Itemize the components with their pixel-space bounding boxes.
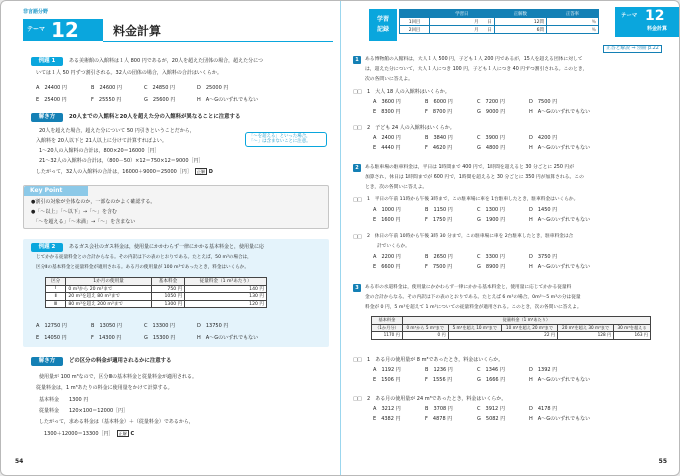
q1-sub1-checkbox[interactable]: □□ (353, 89, 362, 95)
sol1-line4: 21～32人の入館料の合計は，（800－50）×12＝750×12＝9000［円］ (39, 158, 204, 164)
record-rate-input[interactable]: ％ (546, 26, 598, 34)
page-number-left: 54 (15, 458, 24, 465)
sub-label: 2 (367, 396, 371, 402)
ex2-line1: あるガス会社のガス料金は，使用量にかかわらず一律にかかる基本料金と，使用量に応 (69, 244, 265, 250)
ex1-opt-B: B 24600 円 (91, 85, 122, 91)
solution2-chip: 解き方 (31, 357, 63, 366)
theme-title-right: 料金計算 (647, 26, 668, 32)
record-head (400, 10, 599, 18)
opt: G 9000 円 (477, 109, 506, 115)
sub-label: 1 (367, 197, 370, 202)
cell: Ⅲ (46, 300, 66, 308)
ex1-opt-C: C 24850 円 (144, 85, 176, 91)
table-row (46, 285, 267, 293)
opt: H A～Gのいずれでもない (529, 377, 591, 383)
ex1-opt-F: F 25550 円 (91, 97, 122, 103)
example2-chip: 例題 2 (31, 243, 63, 252)
answer-letter: D (208, 169, 213, 175)
opt: F 8700 円 (425, 109, 453, 115)
q3-sub2-text: 2 ある月の使用量が 24 m³であったとき，料金はいくらか。 (367, 396, 507, 402)
th-division: 区分 (46, 278, 66, 286)
sub-label: 1 (367, 89, 371, 95)
q2-line3: とき，次の各問いに答えよ。 (365, 185, 428, 190)
ex1-opt-E: E 25400 円 (36, 97, 67, 103)
ex1-line2: いては１人 50 円ずつ割引される。32人の団体の場合，入館料の合計はいくらか。 (36, 70, 222, 76)
record-date-input[interactable]: 月 日 (430, 18, 495, 26)
theme-number: 12 (51, 18, 79, 42)
opt: D 7500 円 (529, 99, 558, 105)
opt: E 1600 円 (373, 217, 401, 223)
sol1-line1: 20人を超えた場合，超えた分について 50 円引きということだから， (39, 128, 195, 134)
cell: 2回目 (400, 26, 430, 34)
sol1-line3: 1～20人の入館料の合計は，800×20＝16000［円］ (39, 148, 160, 154)
opt: F 4620 円 (425, 145, 453, 151)
record-date-input[interactable]: 月 日 (430, 26, 495, 34)
sub-label: 2 (367, 125, 371, 131)
ex2-line2: じてかかる従量料金との合計からなる。その内訳は下の表のとおりである。たとえば，50 m³の場合は， (36, 255, 252, 260)
keypoint-line1: ●割引の対象が全体なのか，一部なのかよく確認する。 (31, 199, 156, 205)
opt: D 4200 円 (529, 135, 558, 141)
sol2-heading: どの区分の料金が適用されるかに注意する (69, 358, 172, 364)
cell: 20 m³を超え 30 m³まで (558, 324, 614, 332)
opt: A 3212 円 (373, 406, 401, 412)
q1-sub1-text: 1 大人 18 人の入館料はいくらか。 (367, 89, 450, 95)
record-label (369, 9, 397, 41)
answer-ref: 正答と解説 ⇒ 別冊 p.22 (603, 45, 662, 53)
cell: 0 m³から 20 m³まで (66, 285, 151, 293)
cell: 120 円 (185, 300, 267, 308)
opt: F 1556 円 (425, 377, 453, 383)
opt: B 1236 円 (425, 367, 453, 373)
sub-label: 2 (367, 234, 370, 239)
example1-chip: 例題 1 (31, 57, 63, 66)
q2-number: 2 (353, 164, 361, 172)
ex2-opt-C: C 13300 円 (144, 323, 176, 329)
ex2-opt-A: A 12750 円 (36, 323, 67, 329)
ex2-line3: 区分Ⅱの基本料金と従量料金が適用される。ある月の使用量が 100 m³であったとき，料金はいくらか。 (36, 265, 249, 270)
callout-line1: 「～を超える」といった場合， (249, 134, 311, 139)
record-row (400, 18, 599, 26)
rec-th: 正答率 (546, 10, 598, 18)
opt: C 3900 円 (477, 135, 505, 141)
record-score-input[interactable]: 6問 (494, 26, 546, 34)
cell: 0 円 (402, 332, 448, 340)
theme-number-right: 12 (645, 8, 665, 24)
record-table (399, 9, 599, 34)
opt: B 3708 円 (425, 406, 453, 412)
opt: F 7500 円 (425, 264, 453, 270)
opt: E 4440 円 (373, 145, 401, 151)
cell: 750 円 (151, 285, 185, 293)
q2-line2: 加算され，休日は 1時間までが 600 円で，1時間を超えると 30 分ごとに 350 円が加算される。この (365, 175, 584, 180)
sub-label: 1 (367, 357, 371, 363)
cell: 22 円 (448, 332, 557, 340)
record-label-2: 記録 (376, 26, 389, 33)
opt: C 7200 円 (477, 99, 505, 105)
ex2-opt-G: G 15300 円 (144, 335, 176, 341)
opt: F 4878 円 (425, 416, 453, 422)
opt: G 1900 円 (477, 217, 506, 223)
keypoint-line2: ●「～以上」「～以下」→「～」を含む (31, 209, 118, 215)
record-row (400, 26, 599, 34)
cell: 20 m³を超え 80 m³まで (66, 293, 151, 301)
ex2-opt-F: F 14300 円 (91, 335, 122, 341)
ex2-table-head (46, 278, 267, 286)
cell: Ⅰ (46, 285, 66, 293)
theme-tab (615, 7, 680, 37)
callout-line2: 「～」は含まないことに注意。 (249, 139, 311, 145)
opt: C 3300 円 (477, 254, 505, 260)
opt: H A～Gのいずれでもない (529, 145, 591, 151)
cell: 80 m³を超え 200 m³まで (66, 300, 151, 308)
ex1-opt-D: D 25000 円 (197, 85, 229, 91)
cell: 0 m³から 5 m³まで (402, 324, 448, 332)
cell: 1300 円 (151, 300, 185, 308)
opt: B 2650 円 (425, 254, 453, 260)
q3-number: 3 (353, 284, 361, 292)
q2-sub1-text: 1 平日の午前 11時から午後 3時まで，この駐車場に車を 1台駐車したとき，駐車料金はいくらか。 (367, 197, 579, 202)
cell: 1回目 (400, 18, 430, 26)
q3-line3: 料金が 0 円，5 m³を超えて 1 m³についての従量料金が適用される。このとき，次の各問いに答えよ。 (365, 305, 582, 310)
ex2-opt-E: E 14050 円 (36, 335, 67, 341)
opt: E 1506 円 (373, 377, 401, 383)
rec-th: 学習日 (430, 10, 495, 18)
opt: D 4178 円 (529, 406, 558, 412)
table-row (46, 300, 267, 308)
category-label: 非言語分野 (23, 9, 49, 15)
left-page (1, 1, 341, 476)
q3-line1: ある市の水道料金は，使用量にかかわらず一律にかかる基本料金と，使用量に応じてかかる従量料 (365, 285, 572, 290)
sol2-line4: 従量料金 120×100＝12000［円］ (39, 408, 129, 414)
th-base: 基本料金 (151, 278, 185, 286)
opt: H A～Gのいずれでもない (529, 416, 591, 422)
right-page (341, 1, 680, 476)
opt: B 3840 円 (425, 135, 453, 141)
cell: 130 円 (185, 293, 267, 301)
sol1-line2: 入館料を 20人以下と 21人以上に分けて計算すればよい。 (36, 138, 167, 144)
opt: B 6000 円 (425, 99, 453, 105)
q2-sub2-text1: 2 休日の午前 10時から午後 3時 30 分まで，この駐車場に車を 2台駐車したとき，駐車料金は合 (367, 234, 574, 239)
opt: D 3750 円 (529, 254, 558, 260)
opt: H A～Gのいずれでもない (529, 109, 591, 115)
q3-line2: 金の合計からなる。その内訳は下の表のとおりである。たとえば 6 m³の場合，0m³～5 m³の分は従量 (365, 295, 581, 300)
cell: （1か月分） (372, 324, 403, 332)
opt: E 6600 円 (373, 264, 401, 270)
opt: G 1666 円 (477, 377, 506, 383)
opt: D 1392 円 (529, 367, 558, 373)
opt: D 1450 円 (529, 207, 558, 213)
sol1-callout (245, 132, 327, 147)
sol2-line3: 基本料金 1300 円 (39, 397, 89, 403)
opt: C 1346 円 (477, 367, 505, 373)
cell: 163 円 (614, 332, 651, 340)
cell: 128 円 (558, 332, 614, 340)
th-rate: 従量料金（1 m³あたり） (185, 278, 267, 286)
cell: 10 m³を超え 20 m³まで (501, 324, 557, 332)
cell: 従量料金（1 m³あたり） (402, 317, 650, 325)
opt: A 1000 円 (373, 207, 401, 213)
q3-sub1-text: 1 ある月の使用量が 8 m³であったとき，料金はいくらか。 (367, 357, 504, 363)
sol2-line5: したがって，求める料金は（基本料金）＋（従量料金）であるから， (39, 419, 194, 425)
sol2-line1: 使用量が 100 m³なので，区分Ⅲの基本料金と従量料金が適用される。 (39, 374, 197, 380)
opt: C 1300 円 (477, 207, 505, 213)
solution1-chip: 解き方 (31, 113, 63, 122)
cell: 5 m³を超え 10 m³まで (448, 324, 501, 332)
rec-th: 正解数 (494, 10, 546, 18)
opt: B 1150 円 (425, 207, 453, 213)
opt: A 2400 円 (373, 135, 401, 141)
cell: 基本料金 (372, 317, 403, 325)
opt: A 3600 円 (373, 99, 401, 105)
q1-sub2-checkbox[interactable]: □□ (353, 125, 362, 131)
title-rule (103, 41, 333, 42)
keypoint-head: Key Point (24, 186, 88, 196)
opt: F 1750 円 (425, 217, 453, 223)
q2-sub2-checkbox[interactable]: □□ (353, 234, 362, 240)
keypoint-line3: 「～を超える」「～未満」→「～」を含まない (31, 219, 136, 225)
theme-word: テーマ (27, 26, 46, 33)
opt: C 3912 円 (477, 406, 505, 412)
q1-sub2-text: 2 子ども 24 人の入館料はいくらか。 (367, 125, 455, 131)
record-label-1: 学習 (376, 16, 389, 23)
q3-table (371, 316, 651, 340)
q2-line1: ある駐車場の駐車料金は，平日は 1時間まで 400 円で，1時間を超えると 30 分ごとに 250 円が (365, 165, 574, 170)
q3-table-row3 (372, 332, 651, 340)
q1-line1: ある博物館の入館料は，大人１人 500 円，子ども１人 200 円であるが，15人を超える団体に対して (365, 57, 583, 62)
cell: 30 m³を超える (614, 324, 651, 332)
opt: E 4382 円 (373, 416, 401, 422)
th-usage: 1か月の使用量 (66, 278, 151, 286)
ex1-opt-H: H A～Gのいずれでもない (197, 97, 259, 103)
answer-badge: 正解 (118, 431, 127, 436)
sol2-line2: 従量料金は，1 m³あたりの料金に使用量をかけて計算する。 (36, 385, 173, 391)
q1-number: 1 (353, 56, 361, 64)
ex1-opt-A: A 24400 円 (36, 85, 67, 91)
ex2-opt-H: H A～Gのいずれでもない (197, 335, 259, 341)
q1-line3: 次の各問いに答えよ。 (365, 77, 413, 82)
q3-sub2-checkbox[interactable]: □□ (353, 396, 362, 402)
opt: A 1192 円 (373, 367, 401, 373)
cell: 1050 円 (151, 293, 185, 301)
opt: A 2200 円 (373, 254, 401, 260)
q3-table-row1 (372, 317, 651, 325)
table-row (46, 293, 267, 301)
sol1-heading: 20人までの入館料と20人を超えた分の入館料が異なることに注意する (69, 114, 241, 120)
ex1-opt-G: G 25600 円 (144, 97, 176, 103)
ex2-opt-D: D 13750 円 (197, 323, 229, 329)
ex2-table (45, 277, 267, 308)
record-rate-input[interactable]: ％ (546, 18, 598, 26)
page-title: 料金計算 (113, 24, 162, 38)
opt: G 4800 円 (477, 145, 506, 151)
cell: 1170 円 (372, 332, 403, 340)
q1-line2: は，超えた分について，大人１人につき 100 円，子ども１人につき 40 円ずつ割引される。このとき， (365, 67, 588, 72)
ex2-opt-B: B 13050 円 (91, 323, 122, 329)
answer-badge: 正解 (196, 169, 206, 174)
page-number-right: 55 (658, 458, 667, 465)
opt: E 8300 円 (373, 109, 401, 115)
rec-th (400, 10, 430, 18)
q3-table-row2 (372, 324, 651, 332)
ex1-line1: ある美術館の入館料は１人 800 円であるが，20人を超えた団体の場合，超えた分につ (69, 58, 263, 64)
q3-sub1-checkbox[interactable]: □□ (353, 357, 362, 363)
opt: H A～Gのいずれでもない (529, 217, 591, 223)
opt: G 8900 円 (477, 264, 506, 270)
record-score-input[interactable]: 12問 (494, 18, 546, 26)
theme-word-right: テーマ (621, 13, 638, 19)
sol1-line5: したがって，32人の入館料の合計は，16000＋9000＝25000［円］ 正解 D (36, 169, 213, 175)
sol2-line6: 1300＋12000＝13300［円］ 正解 C (39, 431, 135, 437)
answer-letter: C (130, 431, 135, 437)
opt: G 5082 円 (477, 416, 506, 422)
cell: 140 円 (185, 285, 267, 293)
opt: H A～Gのいずれでもない (529, 264, 591, 270)
cell: Ⅱ (46, 293, 66, 301)
q2-sub1-checkbox[interactable]: □□ (353, 197, 362, 203)
q2-sub2-text2: 計でいくらか。 (377, 244, 410, 249)
